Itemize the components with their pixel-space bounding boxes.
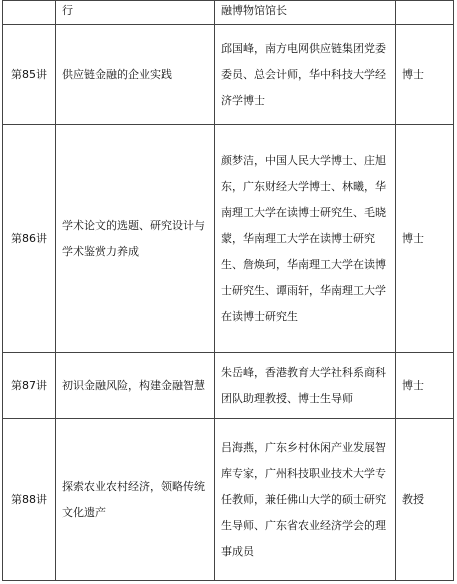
lecture-speaker: 邱国峰，南方电网供应链集团党委委员、总会计师，华中科技大学经济学博士 bbox=[215, 25, 396, 125]
speaker-degree: 博士 bbox=[396, 353, 454, 419]
table-row bbox=[3, 125, 454, 353]
table-row bbox=[3, 419, 454, 581]
lecture-topic: 行 bbox=[56, 1, 215, 25]
lecture-number: 第86讲 bbox=[3, 125, 56, 353]
lecture-number: 第88讲 bbox=[3, 419, 56, 581]
lecture-topic: 学术论文的选题、研究设计与学术鉴赏力养成 bbox=[56, 125, 215, 353]
lecture-speaker: 朱岳峰，香港教育大学社科系商科团队助理教授、博士生导师 bbox=[215, 353, 396, 419]
table-row bbox=[3, 353, 454, 419]
speaker-degree: 教授 bbox=[396, 419, 454, 581]
lecture-speaker: 吕海燕，广东乡村休闲产业发展智库专家，广州科技职业技术大学专任教师，兼任佛山大学的硕士研究生导师、广东省农业经济学会的理事成员 bbox=[215, 419, 396, 581]
lecture-table bbox=[2, 0, 454, 581]
lecture-topic: 供应链金融的企业实践 bbox=[56, 25, 215, 125]
lecture-speaker: 颜梦洁，中国人民大学博士、庄旭东，广东财经大学博士、林曦，华南理工大学在读博士研究生、毛晓蒙，华南理工大学在读博士研究生、詹焕珂，华南理工大学在读博士研究生、谭雨轩，华南理工大学在读博士研究生 bbox=[215, 125, 396, 353]
lecture-number bbox=[3, 1, 56, 25]
lecture-number: 第87讲 bbox=[3, 353, 56, 419]
lecture-topic: 探索农业农村经济，领略传统文化遗产 bbox=[56, 419, 215, 581]
lecture-speaker: 融博物馆馆长 bbox=[215, 1, 396, 25]
lecture-number: 第85讲 bbox=[3, 25, 56, 125]
speaker-degree: 博士 bbox=[396, 125, 454, 353]
speaker-degree bbox=[396, 1, 454, 25]
speaker-degree: 博士 bbox=[396, 25, 454, 125]
table-row bbox=[3, 25, 454, 125]
table-row bbox=[3, 1, 454, 25]
lecture-topic: 初识金融风险，构建金融智慧 bbox=[56, 353, 215, 419]
